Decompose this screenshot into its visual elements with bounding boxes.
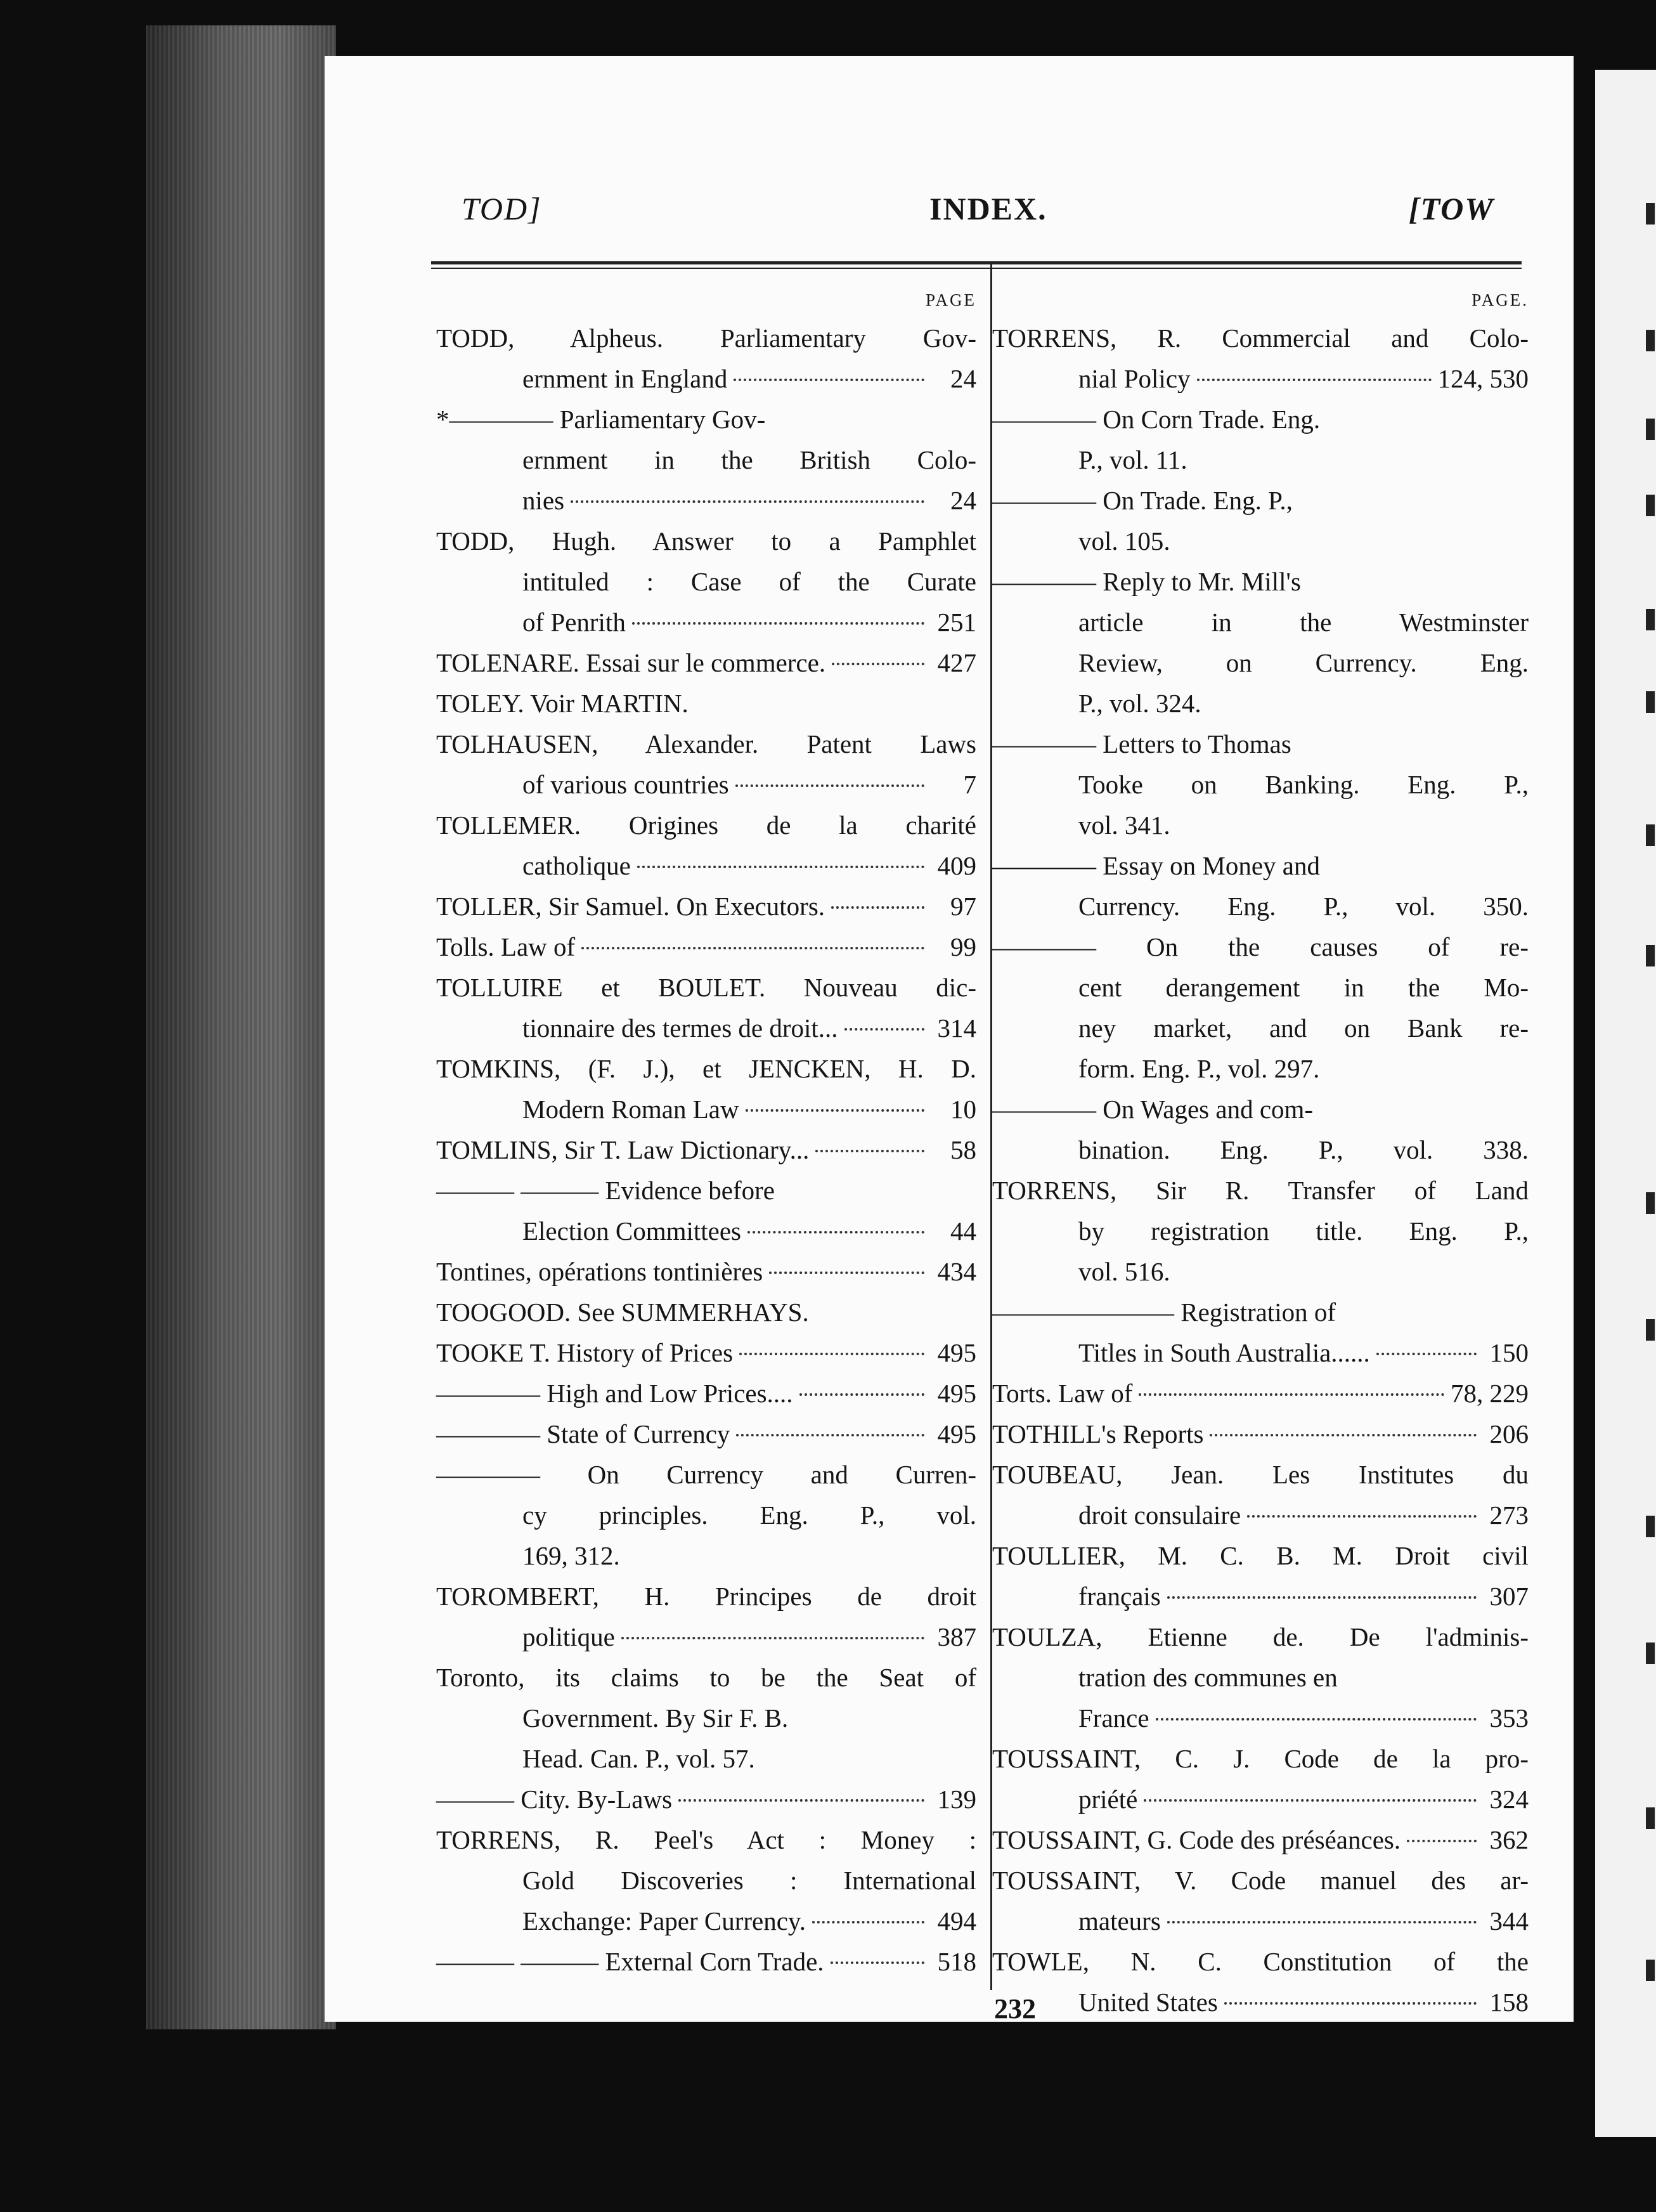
index-entry-line (992, 724, 1529, 764)
index-entry-line (992, 1251, 1529, 1292)
index-entry-line (436, 1373, 976, 1414)
entry-text: ———— On Trade. Eng. P., (992, 486, 1293, 515)
entry-text: français (1078, 1582, 1161, 1611)
entry-text: Exchange: Paper Currency. (522, 1906, 806, 1935)
dot-leader (739, 1353, 924, 1355)
entry-text: ———— On Corn Trade. Eng. (992, 405, 1321, 434)
page-reference: 10 (950, 1095, 976, 1124)
entry-text: ——— ——— Evidence before (436, 1176, 775, 1205)
entry-text: ——— ——— External Corn Trade. (436, 1947, 824, 1976)
entry-text: ney market, and on Bank re- (1078, 1013, 1529, 1043)
index-entry-line (992, 683, 1529, 724)
entry-text: tration des communes en (1078, 1663, 1338, 1692)
facing-page-mark (1646, 824, 1655, 846)
index-entry-line (992, 1535, 1529, 1576)
index-entry-line (436, 1251, 976, 1292)
dot-leader (632, 622, 924, 625)
page-reference: 58 (950, 1135, 976, 1164)
index-entry-line (992, 1495, 1529, 1535)
index-entry-line (436, 1860, 976, 1901)
entry-text: TOLHAUSEN, Alexander. Patent Laws (436, 729, 976, 758)
index-entry-line (436, 1454, 976, 1495)
page-reference: 495 (937, 1379, 976, 1408)
right-column (992, 282, 1529, 2022)
entry-text: ernment in the British Colo- (522, 445, 976, 474)
entry-text: Tolls. Law of (436, 932, 576, 961)
index-entry-line (992, 1819, 1529, 1860)
entry-text: form. Eng. P., vol. 297. (1078, 1054, 1320, 1083)
dot-leader (1167, 1921, 1477, 1923)
dot-leader (734, 379, 924, 381)
facing-page-mark (1646, 203, 1655, 224)
page-reference: 124, 530 (1437, 364, 1529, 393)
dot-leader (736, 1434, 924, 1436)
page-column-label: PAGE (925, 290, 976, 309)
page-reference: 24 (950, 364, 976, 393)
index-entry-line (992, 1292, 1529, 1332)
index-entry-line (436, 764, 976, 805)
book-spine-shadow (146, 25, 336, 2029)
entry-text: TORRENS, R. Peel's Act : Money : (436, 1825, 976, 1854)
index-entry-line (436, 1170, 976, 1211)
dot-leader (769, 1272, 924, 1274)
entry-text: politique (522, 1622, 615, 1651)
page-reference: 518 (937, 1947, 976, 1976)
index-entry-line (436, 724, 976, 764)
page-reference: 495 (937, 1419, 976, 1448)
entry-text: nial Policy (1078, 364, 1191, 393)
entry-text: Toronto, its claims to be the Seat of (436, 1663, 976, 1692)
dot-leader (831, 906, 924, 909)
entry-text: TOLEY. Voir MARTIN. (436, 689, 689, 718)
index-entry-line (992, 1170, 1529, 1211)
dot-leader (747, 1231, 924, 1233)
index-entry-line (992, 1332, 1529, 1373)
page-reference: 206 (1489, 1419, 1529, 1448)
entry-text: P., vol. 11. (1078, 445, 1187, 474)
index-entry-line (436, 358, 976, 399)
index-entry-line (992, 1941, 1529, 1982)
index-entry-line (436, 1779, 976, 1819)
index-entry-line (992, 1698, 1529, 1738)
entry-text: TOLENARE. Essai sur le commerce. (436, 648, 826, 677)
index-entry-line (992, 1211, 1529, 1251)
entry-text: ———— Essay on Money and (992, 851, 1321, 880)
facing-page-mark (1646, 691, 1655, 713)
index-entry-line (436, 1576, 976, 1617)
facing-page-mark (1646, 495, 1655, 516)
page-reference: 150 (1489, 1338, 1529, 1367)
index-entry-line (992, 1779, 1529, 1819)
entry-text: Tontines, opérations tontinières (436, 1257, 763, 1286)
entry-text: of various countries (522, 770, 729, 799)
index-entry-line (436, 1048, 976, 1089)
index-entry-line (992, 1657, 1529, 1698)
index-entry-line (436, 1535, 976, 1576)
facing-page-mark (1646, 945, 1655, 966)
page-reference: 307 (1489, 1582, 1529, 1611)
entry-text: Torts. Law of (992, 1379, 1133, 1408)
index-entry-line (992, 1454, 1529, 1495)
index-entry-line (992, 480, 1529, 521)
entry-text: Tooke on Banking. Eng. P., (1078, 770, 1529, 799)
page-reference: 78, 229 (1451, 1379, 1529, 1408)
index-entry-line (436, 1617, 976, 1657)
page-reference: 434 (937, 1257, 976, 1286)
dot-leader (1156, 1718, 1477, 1721)
entry-text: Titles in South Australia...... (1078, 1338, 1370, 1367)
entry-text: ———— High and Low Prices.... (436, 1379, 793, 1408)
index-entry-line (992, 439, 1529, 480)
entry-text: vol. 105. (1078, 526, 1170, 556)
index-entry-line (436, 1292, 976, 1332)
index-entry-line (436, 1414, 976, 1454)
dot-leader (1197, 379, 1432, 381)
index-entry-line (992, 318, 1529, 358)
entry-text: 169, 312. (522, 1541, 620, 1570)
running-head-title: INDEX. (929, 191, 1047, 226)
page-reference: 158 (1489, 1988, 1529, 2017)
entry-text: Review, on Currency. Eng. (1078, 648, 1529, 677)
running-head-left: TOD] (462, 191, 542, 226)
index-entry-line (992, 845, 1529, 886)
entry-text: TOWLE, N. C. Constitution of the (992, 1947, 1529, 1976)
dot-leader (735, 784, 924, 787)
entry-text: ———— Reply to Mr. Mill's (992, 567, 1301, 596)
dot-leader (746, 1109, 924, 1112)
index-entry-line (992, 358, 1529, 399)
entry-text: ———— State of Currency (436, 1419, 730, 1448)
page-reference: 324 (1489, 1785, 1529, 1814)
entry-text: cent derangement in the Mo- (1078, 973, 1529, 1002)
index-entry-line (992, 521, 1529, 561)
facing-page-mark (1646, 1192, 1655, 1214)
facing-page-mark (1646, 419, 1655, 440)
dot-leader (637, 866, 924, 868)
index-entry-line (436, 886, 976, 927)
dot-leader (844, 1028, 924, 1031)
index-entry-line (436, 927, 976, 967)
page-reference: 44 (950, 1216, 976, 1246)
index-entry-line (436, 1332, 976, 1373)
dot-leader (678, 1799, 924, 1802)
entry-text: TODD, Alpheus. Parliamentary Gov- (436, 323, 976, 353)
index-entry-line (436, 1738, 976, 1779)
entry-text: TOOKE T. History of Prices (436, 1338, 734, 1367)
entry-text: Election Committees (522, 1216, 742, 1246)
facing-page-mark (1646, 1516, 1655, 1537)
page-reference: 362 (1489, 1825, 1529, 1854)
dot-leader (621, 1637, 924, 1639)
dot-leader (1247, 1515, 1477, 1518)
dot-leader (1144, 1799, 1477, 1802)
facing-page-mark (1646, 1319, 1655, 1341)
entry-text: nies (522, 486, 565, 515)
page-reference: 495 (937, 1338, 976, 1367)
dot-leader (1407, 1840, 1477, 1842)
index-entry-line (992, 1008, 1529, 1048)
dot-leader (1224, 2002, 1477, 2005)
entry-text: Head. Can. P., vol. 57. (522, 1744, 755, 1773)
index-entry-line (436, 318, 976, 358)
entry-text: *———— Parliamentary Gov- (436, 405, 766, 434)
index-entry-line (992, 1414, 1529, 1454)
page-number: 232 (994, 1993, 1036, 2024)
entry-list (436, 318, 976, 1982)
entry-text: Modern Roman Law (522, 1095, 739, 1124)
page-reference: 314 (937, 1013, 976, 1043)
index-entry-line (436, 683, 976, 724)
dot-leader (1139, 1393, 1444, 1396)
entry-text: vol. 516. (1078, 1257, 1170, 1286)
index-entry-line (436, 521, 976, 561)
entry-text: TORRENS, R. Commercial and Colo- (992, 323, 1529, 353)
page-reference: 251 (937, 608, 976, 637)
index-entry-line (436, 480, 976, 521)
index-entry-line (436, 1211, 976, 1251)
index-entry-line (436, 1819, 976, 1860)
entry-text: TOMKINS, (F. J.), et JENCKEN, H. D. (436, 1054, 976, 1083)
entry-text: priété (1078, 1785, 1138, 1814)
entry-text: TOROMBERT, H. Principes de droit (436, 1582, 976, 1611)
index-entry-line (992, 1738, 1529, 1779)
page-reference: 99 (950, 932, 976, 961)
facing-page-mark (1646, 330, 1655, 351)
entry-text: mateurs (1078, 1906, 1161, 1935)
index-entry-line (436, 967, 976, 1008)
facing-page-mark (1646, 1960, 1655, 1981)
dot-leader (831, 1962, 924, 1964)
index-entry-line (992, 1373, 1529, 1414)
index-entry-line (992, 967, 1529, 1008)
entry-text: Currency. Eng. P., vol. 350. (1078, 892, 1529, 921)
entry-text: ———— Letters to Thomas (992, 729, 1291, 758)
dot-leader (815, 1150, 924, 1152)
index-entry-line (992, 1860, 1529, 1901)
index-entry-line (992, 642, 1529, 683)
facing-page-mark (1646, 1643, 1655, 1664)
header-rule (431, 261, 1522, 264)
entry-text: vol. 341. (1078, 810, 1170, 840)
entry-list (992, 318, 1529, 2022)
page-reference: 344 (1489, 1906, 1529, 1935)
dot-leader (832, 663, 924, 665)
dot-leader (1167, 1596, 1477, 1599)
index-entry-line (992, 1617, 1529, 1657)
index-entry-line (436, 399, 976, 439)
page-reference: 387 (937, 1622, 976, 1651)
page-reference: 97 (950, 892, 976, 921)
dot-leader (581, 947, 924, 949)
dot-leader (799, 1393, 924, 1396)
entry-text: intituled : Case of the Curate (522, 567, 976, 596)
entry-text: Government. By Sir F. B. (522, 1703, 789, 1733)
index-entry-line (992, 1576, 1529, 1617)
dot-leader (1210, 1434, 1477, 1436)
entry-text: ———— On Wages and com- (992, 1095, 1314, 1124)
entry-text: ———— On the causes of re- (992, 932, 1529, 961)
index-entry-line (436, 805, 976, 845)
entry-text: TOOGOOD. See SUMMERHAYS. (436, 1298, 809, 1327)
entry-text: P., vol. 324. (1078, 689, 1201, 718)
index-entry-line (992, 1901, 1529, 1941)
dot-leader (1376, 1353, 1477, 1355)
entry-text: tionnaire des termes de droit... (522, 1013, 838, 1043)
index-entry-line (436, 1089, 976, 1129)
page-reference: 139 (937, 1785, 976, 1814)
entry-text: TOUSSAINT, C. J. Code de la pro- (992, 1744, 1529, 1773)
entry-text: ——————— Registration of (992, 1298, 1336, 1327)
page-reference: 353 (1489, 1703, 1529, 1733)
index-entry-line (992, 1129, 1529, 1170)
entry-text: cy principles. Eng. P., vol. (522, 1500, 976, 1530)
entry-text: droit consulaire (1078, 1500, 1241, 1530)
index-entry-line (436, 439, 976, 480)
dot-leader (571, 500, 924, 503)
index-entry-line (992, 602, 1529, 642)
page-column-label: PAGE. (1472, 290, 1529, 309)
entry-text: article in the Westminster (1078, 608, 1529, 637)
entry-text: TOUSSAINT, V. Code manuel des ar- (992, 1866, 1529, 1895)
index-entry-line (992, 1089, 1529, 1129)
index-entry-line (436, 1495, 976, 1535)
index-entry-line (992, 561, 1529, 602)
index-entry-line (436, 1941, 976, 1982)
entry-text: TOUBEAU, Jean. Les Institutes du (992, 1460, 1529, 1489)
index-entry-line (436, 845, 976, 886)
page-reference: 24 (950, 486, 976, 515)
entry-text: TODD, Hugh. Answer to a Pamphlet (436, 526, 976, 556)
entry-text: ernment in England (522, 364, 728, 393)
entry-text: TOLLEMER. Origines de la charité (436, 810, 976, 840)
page-reference: 273 (1489, 1500, 1529, 1530)
entry-text: TOULLIER, M. C. B. M. Droit civil (992, 1541, 1529, 1570)
page-reference: 409 (937, 851, 976, 880)
entry-text: United States (1078, 1988, 1218, 2017)
page-reference: 427 (937, 648, 976, 677)
facing-page-mark (1646, 609, 1655, 630)
index-entry-line (436, 1657, 976, 1698)
entry-text: bination. Eng. P., vol. 338. (1078, 1135, 1529, 1164)
entry-text: TOMLINS, Sir T. Law Dictionary... (436, 1135, 810, 1164)
entry-text: TOUSSAINT, G. Code des préséances. (992, 1825, 1401, 1854)
entry-text: TOLLER, Sir Samuel. On Executors. (436, 892, 825, 921)
entry-text: TOULZA, Etienne de. De l'adminis- (992, 1622, 1529, 1651)
entry-text: by registration title. Eng. P., (1078, 1216, 1529, 1246)
dot-leader (812, 1921, 924, 1923)
index-entry-line (992, 886, 1529, 927)
index-entry-line (436, 1698, 976, 1738)
index-entry-line (436, 1901, 976, 1941)
entry-text: ———— On Currency and Curren- (436, 1460, 976, 1489)
entry-text: TORRENS, Sir R. Transfer of Land (992, 1176, 1529, 1205)
index-entry-line (992, 1982, 1529, 2022)
facing-page-mark (1646, 1807, 1655, 1829)
entry-text: of Penrith (522, 608, 626, 637)
index-entry-line (436, 561, 976, 602)
entry-text: Gold Discoveries : International (522, 1866, 976, 1895)
index-entry-line (992, 927, 1529, 967)
entry-text: TOTHILL's Reports (992, 1419, 1204, 1448)
index-entry-line (992, 1048, 1529, 1089)
index-entry-line (436, 1129, 976, 1170)
entry-text: ——— City. By-Laws (436, 1785, 673, 1814)
page-reference: 494 (937, 1906, 976, 1935)
header-rule (431, 268, 1522, 269)
index-entry-line (436, 1008, 976, 1048)
left-column (436, 282, 976, 1982)
index-entry-line (992, 805, 1529, 845)
page-reference: 7 (963, 770, 976, 799)
index-entry-line (992, 764, 1529, 805)
entry-text: TOLLUIRE et BOULET. Nouveau dic- (436, 973, 976, 1002)
running-head-right: [TOW (1409, 191, 1494, 226)
entry-text: France (1078, 1703, 1149, 1733)
index-entry-line (436, 602, 976, 642)
index-entry-line (992, 399, 1529, 439)
entry-text: catholique (522, 851, 631, 880)
index-entry-line (436, 642, 976, 683)
